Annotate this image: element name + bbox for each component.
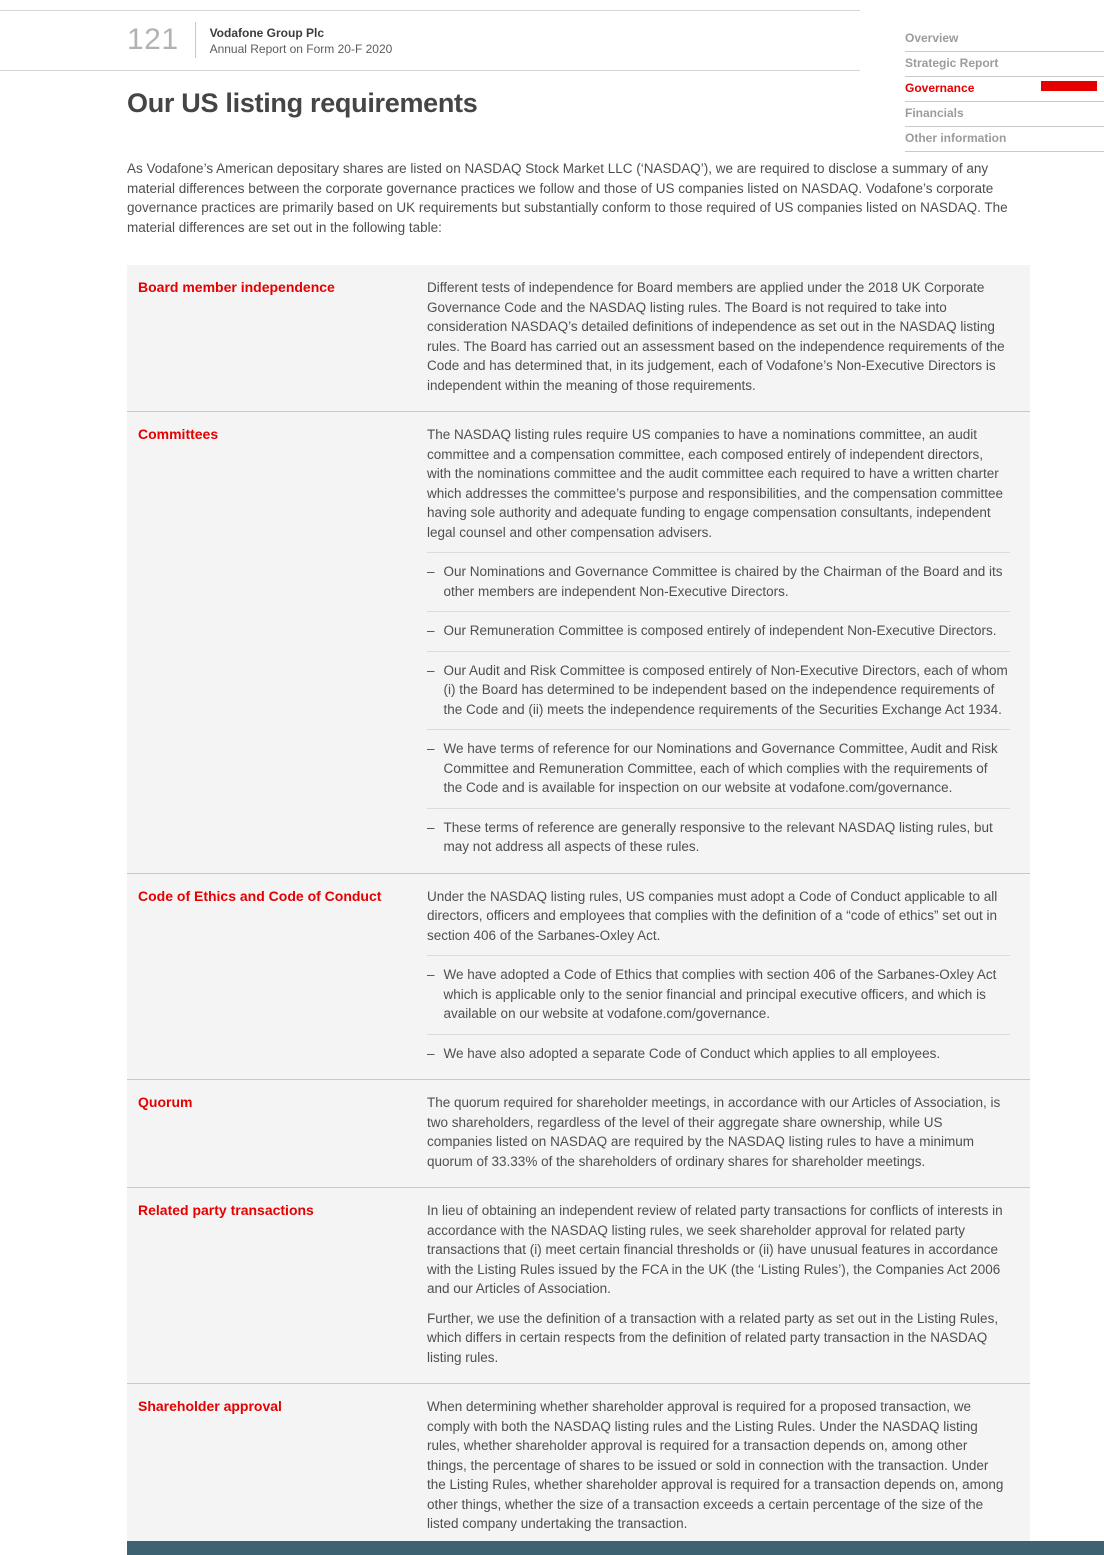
page-title: Our US listing requirements bbox=[127, 88, 478, 118]
table-row bbox=[127, 1079, 1030, 1187]
row-label: Shareholder approval bbox=[138, 1398, 282, 1414]
requirements-table bbox=[127, 265, 1030, 1550]
page-header bbox=[127, 22, 392, 58]
nav-item-governance-label: Governance bbox=[905, 81, 975, 95]
row-paragraph: The quorum required for shareholder meetings, in accordance with our Articles of Association, is two shareholders, regardless of the level of their aggregate share ownership, while US companies listed on NASDAQ are required by the NASDAQ listing rules to have a minimum quorum of 33.33% of the shareholders of ordinary shares for shareholder meetings. bbox=[427, 1095, 1001, 1169]
header-text bbox=[210, 23, 393, 57]
nav-item-overview[interactable]: Overview bbox=[905, 27, 1104, 52]
report-title: Annual Report on Form 20-F 2020 bbox=[209, 42, 393, 56]
bullet-text: Our Remuneration Committee is composed entirely of independent Non-Executive Directors. bbox=[443, 623, 997, 638]
header-bottom-rule bbox=[0, 70, 860, 71]
footer-accent-bar bbox=[127, 1541, 1104, 1555]
row-content bbox=[427, 1080, 1030, 1187]
bullet-item bbox=[427, 651, 1010, 720]
bullet-dash: – bbox=[427, 662, 435, 678]
row-paragraph: In lieu of obtaining an independent review of related party transactions for conflicts of interests in accordance with the NASDAQ listing rules, we seek shareholder approval for related party transactions that (i) meet certain financial thresholds or (ii) have unusual features in accordance with the Listing Rules issued by the FCA in the UK (the ‘Listing Rules’), the Companies Act 2006 and our Articles of Association. bbox=[427, 1203, 1003, 1296]
bullet-item bbox=[427, 808, 1010, 857]
bullet-text: We have adopted a Code of Ethics that complies with section 406 of the Sarbanes-Oxley Act which is applicable only to the senior financial and principal executive officers, and which is available on our website at vodafone.com/governance. bbox=[443, 967, 997, 1021]
row-label: Related party transactions bbox=[138, 1202, 314, 1218]
company-name: Vodafone Group Plc bbox=[209, 25, 325, 40]
bullet-text: We have also adopted a separate Code of Conduct which applies to all employees. bbox=[443, 1045, 941, 1061]
bullet-text: Our Nominations and Governance Committee is chaired by the Chairman of the Board and its other members are independent Non-Executive Directors. bbox=[443, 564, 1003, 599]
header-divider bbox=[195, 22, 196, 58]
row-label: Quorum bbox=[138, 1094, 193, 1110]
page-number: 121 bbox=[127, 23, 179, 56]
bullet-dash: – bbox=[427, 1045, 435, 1061]
row-paragraph: When determining whether shareholder approval is required for a proposed transaction, we comply with both the NASDAQ listing rules and the Listing Rules. Under the NASDAQ listing rules, whether shareholder approval is required for a transaction depends on, among other things, the percentage of shares to be issued or sold in connection with the transaction. Under the Listing Rules, whether shareholder approval is required for a transaction depends on, among other things, whether the size of a transaction exceeds a certain percentage of the size of the listed company undertaking the transaction. bbox=[427, 1399, 1004, 1531]
governance-accent-bar bbox=[1041, 81, 1097, 91]
bullet-item bbox=[427, 611, 1010, 641]
table-row bbox=[127, 1383, 1030, 1550]
bullet-dash: – bbox=[427, 741, 435, 756]
row-content bbox=[427, 412, 1030, 873]
row-label: Committees bbox=[138, 426, 219, 442]
table-row bbox=[127, 265, 1030, 411]
table-row bbox=[127, 873, 1030, 1080]
bullet-dash: – bbox=[427, 564, 435, 579]
bullet-item bbox=[427, 955, 1010, 1024]
row-content bbox=[427, 265, 1030, 411]
row-paragraph: Under the NASDAQ listing rules, US companies must adopt a Code of Conduct applicable to all directors, officers and employees that complies with the definition of a “code of ethics” set out in section 406 of the Sarbanes-Oxley Act. bbox=[427, 888, 998, 943]
table-row bbox=[127, 1187, 1030, 1383]
row-label: Code of Ethics and Code of Conduct bbox=[138, 887, 382, 904]
table-row bbox=[127, 411, 1030, 873]
row-paragraph: Different tests of independence for Board members are applied under the 2018 UK Corporate Governance Code and the NASDAQ listing rules. The Board is not required to take into consideration NASDAQ’s detailed definitions of independence as set out in the NASDAQ listing rules. The Board has carried out an assessment based on the independence requirements of the Code and has determined that, in its judgement, each of Vodafone’s Non-Executive Directors is independent within the meaning of those requirements. bbox=[427, 280, 1005, 393]
bullet-text: Our Audit and Risk Committee is composed entirely of Non-Executive Directors, each of whom (i) the Board has determined to be independent based on the independence requirements of the Code and (ii) meets the independence requirements of the Securities Exchange Act 1934. bbox=[443, 662, 1008, 717]
bullet-dash: – bbox=[427, 623, 435, 638]
nav-item-other-information[interactable]: Other information bbox=[905, 127, 1104, 152]
row-paragraph: The NASDAQ listing rules require US companies to have a nominations committee, an audit committee and a compensation committee, each composed entirely of independent directors, with the nominations committee and the audit committee each required to have a written charter which addresses the committee’s purpose and responsibilities, and the compensation committee having sole authority and adequate funding to engage compensation consultants, independent legal counsel and other compensation advisers. bbox=[427, 427, 1004, 540]
bullet-item bbox=[427, 552, 1010, 601]
row-content bbox=[427, 1188, 1030, 1383]
nav-item-strategic-report[interactable]: Strategic Report bbox=[905, 52, 1104, 77]
row-content bbox=[427, 1384, 1030, 1550]
row-label: Board member independence bbox=[138, 279, 335, 295]
bullet-dash: – bbox=[427, 967, 435, 982]
row-content bbox=[427, 874, 1030, 1080]
bullet-item bbox=[427, 729, 1010, 798]
bullet-item bbox=[427, 1034, 1010, 1064]
bullet-dash: – bbox=[427, 819, 435, 835]
bullet-text: We have terms of reference for our Nominations and Governance Committee, Audit and Risk Committee and Remuneration Committee, each of which complies with the requirements of the Code and is available for inspection on our website at vodafone.com/governance. bbox=[443, 741, 998, 795]
bullet-text: These terms of reference are generally responsive to the relevant NASDAQ listing rules, but may not address all aspects of these rules. bbox=[443, 819, 993, 854]
nav-item-financials[interactable]: Financials bbox=[905, 102, 1104, 127]
intro-paragraph: As Vodafone’s American depositary shares are listed on NASDAQ Stock Market LLC (‘NASDAQ’), we are required to disclose a summary of any material differences between the corporate governance practices we follow and those of US companies listed on NASDAQ. Vodafone’s corporate governance practices are primarily based on UK requirements but substantially conform to those required of US companies listed on NASDAQ. The material differences are set out in the following table: bbox=[127, 161, 1008, 235]
main-content bbox=[127, 88, 1030, 1550]
row-paragraph: Further, we use the definition of a transaction with a related party as set out in the Listing Rules, which differs in certain respects from the definition of related party transaction in the NASDAQ listing rules. bbox=[427, 1310, 999, 1365]
header-top-rule bbox=[0, 10, 860, 11]
